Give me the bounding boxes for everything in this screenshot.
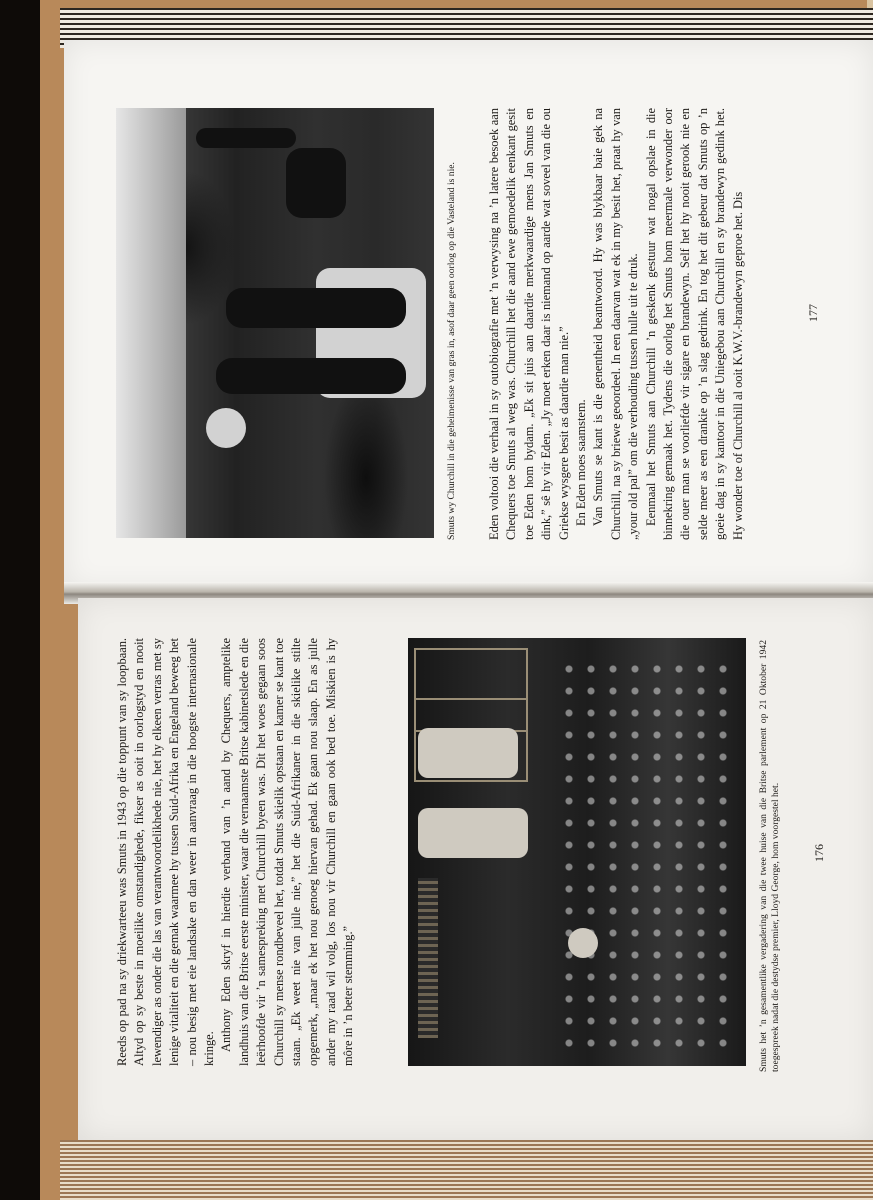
photo-parliament-joint-session (408, 638, 746, 1066)
paragraph: Eden voltooi die verhaal in sy outobiografie met ’n verwysing na ’n latere besoek aan Chequers toe Smuts al weg was. Churchill het die aand ewe gemoedelik eenkant gesit toe Eden hom bydam. „Ek sit juis aan daardie merkwaardige mens Jan Smuts en dink,” sê hy vir Eden. „Jy moet erken daar is niemand op aarde wat soveel van die ou Griekse wysgere besit as daardie man nie.” (487, 108, 571, 540)
paragraph: Anthony Eden skryf in hierdie verband van ’n aand by Chequers, amptelike landhuis van die Britse eerste minister, waar die vernaamste Britse kabinetslede en die leërhoofde vir ’n samespreking met Churchill byeen was. Dit het woes gegaan soos Churchill sy mense rondbeveel het, totdat Smuts skielik opstaan en kamer se kant toe staan. „Ek weet nie van julle nie,” het die Suid-Afrikaner in die skielike stilte opgemerk, „maar ek het nou genoeg hiervan gehad. Ek gaan nou slaap. En as julle ander my raad wil volg, los nou vir Churchill en gaan ook bed toe. Miskien is hy môre in ’n beter stemming.” (219, 638, 356, 1066)
photo-hat (206, 408, 246, 448)
photo-figure (216, 358, 406, 394)
photo-caption: Smuts wy Churchill in die geheimenisse van gras in, asof daar geen oorlog op die Vasteland is nie. (446, 162, 457, 540)
photo-audience (558, 658, 738, 1058)
page-number: 177 (806, 304, 820, 322)
photo-figure (226, 288, 406, 328)
page-edges-bottom (60, 1140, 873, 1200)
paragraph: En Eden moes saamstem. (574, 399, 589, 526)
page-number: 176 (812, 844, 826, 862)
paragraph: Reeds op pad na sy driekwarteeu was Smuts in 1943 op die toppunt van sy loopbaan. Altyd op sy beste in moeilike omstandighede, fikser as ooit in oorlogstyd en nooit lewendiger as onder die las van verantwoordelikhede nie, het hy elkeen verras met sy lenige vitaliteit en die gemak waarmee hy tussen Suid-Afrika en Engeland beweeg het – nou besig met eie landsake en dan weer in aanvraag in die hoogste internasionale kringe. (115, 638, 217, 1066)
paragraph: Van Smuts se kant is die genentheid beantwoord. Hy was blykbaar baie gek na Churchill, na sy briewe geoordeel. In een daarvan wat ek in my besit het, praat hy van „your old pal” om die verhouding tussen hulle uit te druk. (591, 108, 641, 540)
photo-sky (116, 108, 186, 538)
photo-arch (418, 878, 438, 1038)
photo-figure (196, 128, 296, 148)
photo-speaker (568, 928, 598, 958)
photo-figure (286, 148, 346, 218)
page-176-body (114, 638, 358, 1066)
paragraph: Eenmaal het Smuts aan Churchill ’n geskenk gestuur wat nogal opslae in die binnekring gemaak het. Tydens die oorlog het Smuts hom meermale verwonder oor die ouer man se voorliefde vir sigare en brandewyn. Self het hy nooit gerook nie en selde meer as een drankie op ’n slag gedrink. En tog het dit gebeur dat Smuts op ’n goeie dag in sy kantoor in die Uniegebou aan Churchill en sy brandewyn gedink het. Hy wonder toe of Churchill al ooit K.W.V.-brandewyn geproe het. Dis (643, 108, 745, 540)
photo-caption: Smuts het ’n gesamentlike vergadering van die twee huise van die Britse parlement op 21 Oktober 1942 toegespreek nadat die destydse premier, Lloyd George, hom voorgestel het. (758, 640, 781, 1072)
photo-statue (418, 728, 518, 778)
photo-statue (418, 808, 528, 858)
photo-churchill-smuts-lawn (116, 108, 434, 538)
page-177-body (486, 108, 747, 540)
